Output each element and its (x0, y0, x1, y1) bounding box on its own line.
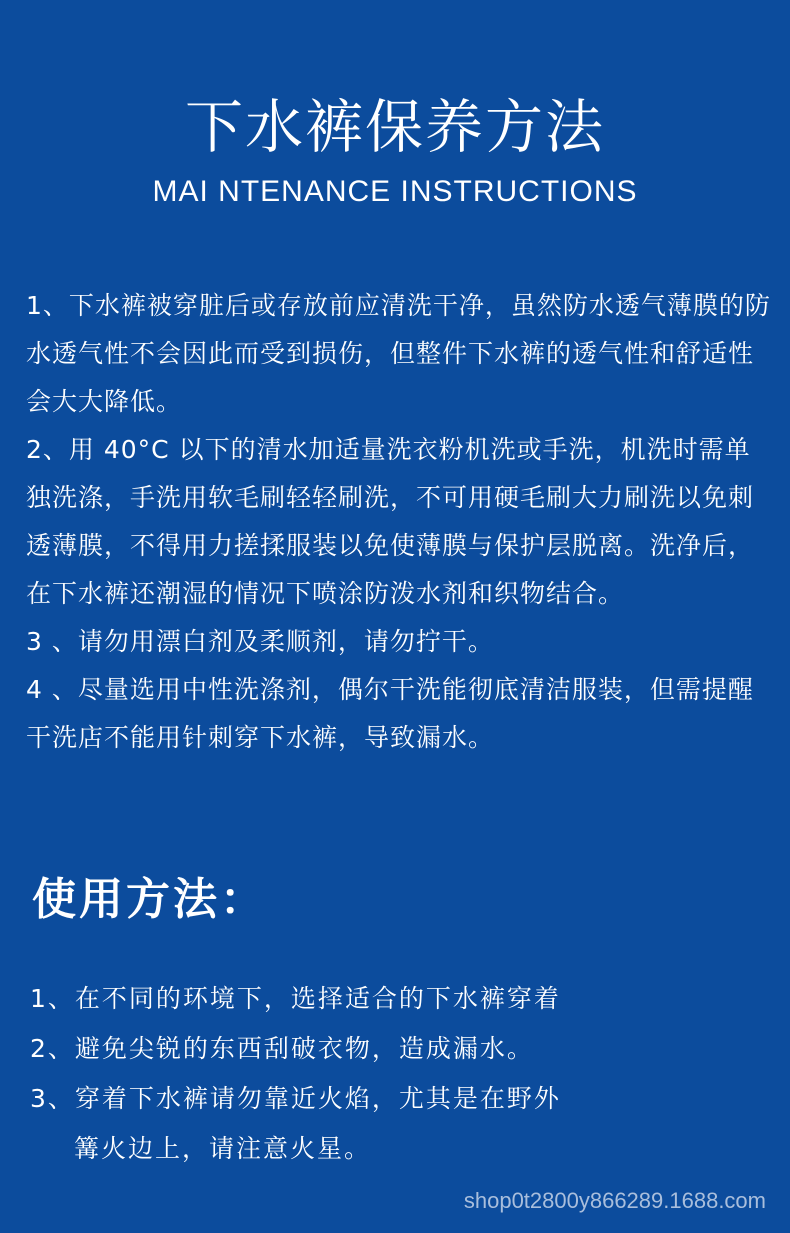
maintenance-instructions (26, 282, 776, 762)
maintenance-item: 2、用 40°C 以下的清水加适量洗衣粉机洗或手洗，机洗时需单独洗涤，手洗用软毛刷轻轻刷洗，不可用硬毛刷大力刷洗以免刺透薄膜，不得用力搓揉服装以免使薄膜与保护层脱离。洗净后，在下水裤还潮湿的情况下喷涂防泼水剂和织物结合。 (26, 435, 755, 608)
usage-item: 1、在不同的环境下，选择适合的下水裤穿着 (30, 984, 561, 1013)
usage-item: 2、避免尖锐的东西刮破衣物，造成漏水。 (30, 1034, 534, 1063)
usage-heading: 使用方法： (32, 874, 267, 925)
usage-item: 3、穿着下水裤请勿靠近火焰，尤其是在野外 (30, 1084, 561, 1113)
maintenance-item: 4 、尽量选用中性洗涤剂，偶尔干洗能彻底清洁服装，但需提醒干洗店不能用针刺穿下水裤，导致漏水。 (26, 675, 754, 752)
usage-list (30, 974, 770, 1174)
page-subtitle: MAI NTENANCE INSTRUCTIONS (152, 175, 638, 208)
maintenance-item: 1、下水裤被穿脏后或存放前应清洗干净，虽然防水透气薄膜的防水透气性不会因此而受到损伤，但整件下水裤的透气性和舒适性会大大降低。 (26, 291, 771, 416)
maintenance-item: 3 、请勿用漂白剂及柔顺剂，请勿拧干。 (26, 627, 494, 656)
page-title: 下水裤保养方法 (184, 93, 605, 161)
shop-watermark: shop0t2800y866289.1688.com (463, 1188, 766, 1213)
usage-item-continuation: 篝火边上，请注意火星。 (74, 1134, 372, 1163)
